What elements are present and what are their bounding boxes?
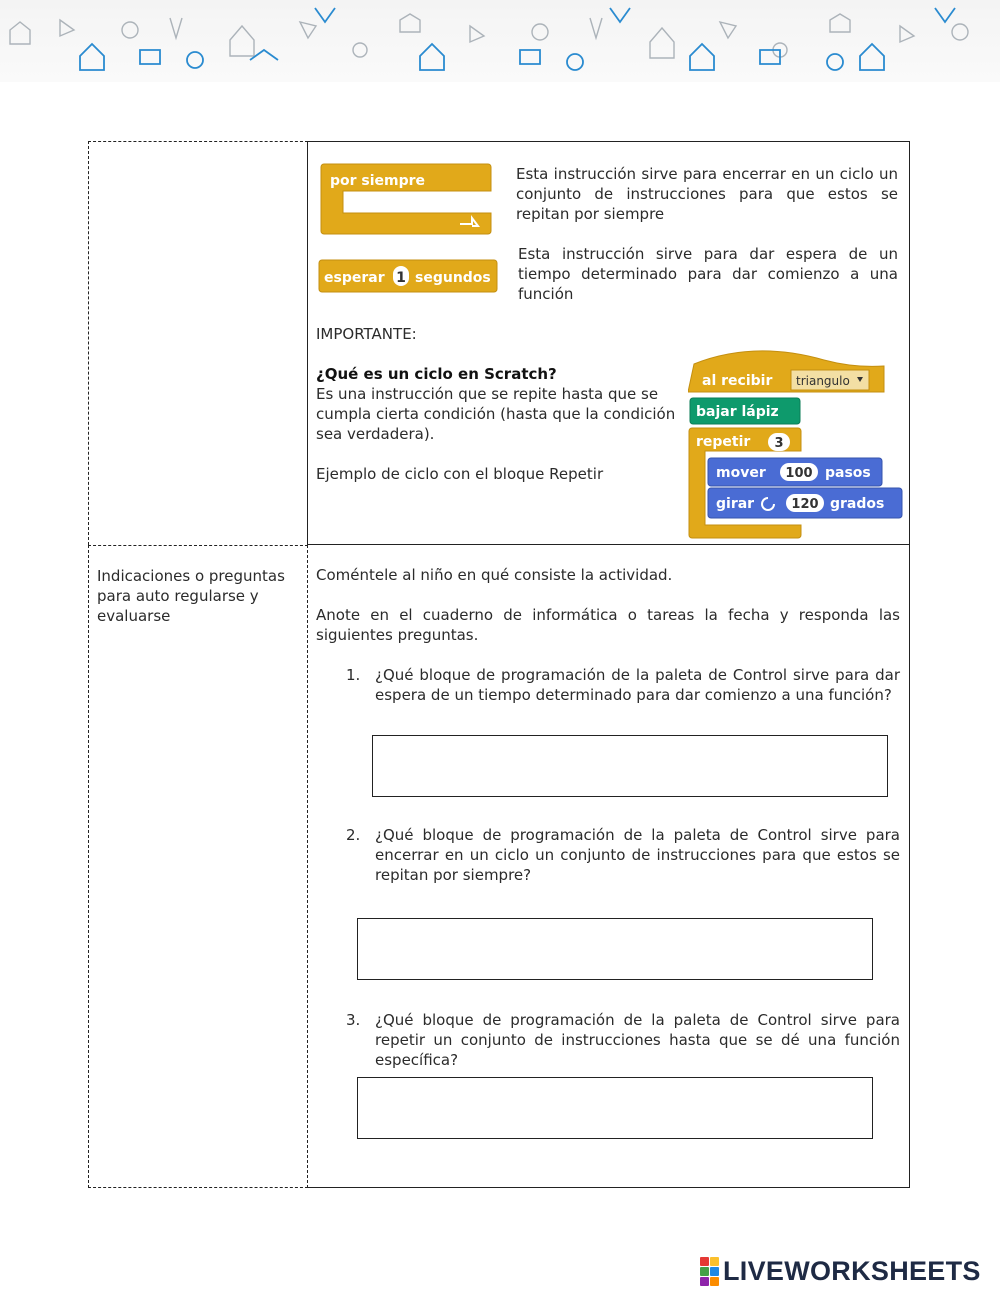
top-label-cell bbox=[88, 141, 308, 545]
doodle-pattern bbox=[0, 0, 1000, 82]
intro-text: Coméntele al niño en qué consiste la actividad. bbox=[316, 566, 673, 584]
move-suffix: pasos bbox=[825, 465, 871, 481]
wait-block bbox=[318, 256, 500, 298]
repeat-value: 3 bbox=[774, 436, 784, 451]
turn-suffix: grados bbox=[830, 496, 885, 512]
answer-input-2[interactable] bbox=[357, 918, 873, 980]
move-value: 100 bbox=[785, 466, 813, 481]
wait-description: Esta instrucción sirve para dar espera de un tiempo determinado para dar comienzo a una función bbox=[518, 245, 898, 303]
wait-prefix: esperar bbox=[324, 270, 385, 286]
question-number: 1. bbox=[346, 666, 361, 684]
instructions-text: Anote en el cuaderno de informática o tareas la fecha y responda las siguientes preguntas. bbox=[316, 606, 900, 644]
logo-squares-icon bbox=[700, 1257, 719, 1286]
question-text: ¿Qué bloque de programación de la paleta de Control sirve para encerrar en un ciclo un conjunto de instrucciones para que estos se repitan por siempre? bbox=[375, 826, 900, 884]
repeat-example-stack bbox=[688, 342, 908, 544]
question-text: ¿Qué bloque de programación de la paleta de Control sirve para dar espera de un tiempo determinado para dar comienzo a una función? bbox=[375, 666, 900, 704]
header-banner bbox=[0, 0, 1000, 82]
cycle-title: ¿Qué es un ciclo en Scratch? bbox=[316, 365, 557, 383]
wait-value: 1 bbox=[396, 270, 406, 286]
liveworksheets-logo bbox=[700, 1256, 981, 1286]
example-caption: Ejemplo de ciclo con el bloque Repetir bbox=[316, 465, 604, 483]
repeat-label: repetir bbox=[696, 434, 751, 450]
receive-label: al recibir bbox=[702, 373, 773, 389]
important-label: IMPORTANTE: bbox=[316, 325, 417, 343]
top-content-cell bbox=[308, 141, 910, 545]
turn-label: girar bbox=[716, 496, 755, 512]
bottom-section-label: Indicaciones o preguntas para auto regularse y evaluarse bbox=[97, 567, 285, 625]
question-text: ¿Qué bloque de programación de la paleta de Control sirve para repetir un conjunto de instrucciones hasta que se dé una función específica? bbox=[375, 1011, 900, 1069]
move-label: mover bbox=[716, 465, 766, 481]
answer-input-1[interactable] bbox=[372, 735, 888, 797]
question-number: 2. bbox=[346, 826, 361, 844]
answer-input-3[interactable] bbox=[357, 1077, 873, 1139]
receive-value: triangulo bbox=[796, 374, 850, 388]
logo-text: LIVEWORKSHEETS bbox=[723, 1255, 981, 1286]
worksheet-table bbox=[88, 141, 910, 1188]
bottom-content-cell bbox=[308, 545, 910, 1188]
bottom-label-cell bbox=[88, 545, 308, 1188]
forever-label: por siempre bbox=[330, 173, 426, 189]
pen-down-label: bajar lápiz bbox=[696, 404, 779, 420]
turn-value: 120 bbox=[791, 497, 819, 512]
cycle-description: Es una instrucción que se repite hasta que se cumpla cierta condición (hasta que la condición sea verdadera). bbox=[316, 385, 676, 443]
question-number: 3. bbox=[346, 1011, 361, 1029]
forever-description: Esta instrucción sirve para encerrar en un ciclo un conjunto de instrucciones para que estos se repitan por siempre bbox=[516, 165, 898, 223]
forever-block bbox=[320, 162, 492, 236]
wait-suffix: segundos bbox=[415, 270, 491, 286]
